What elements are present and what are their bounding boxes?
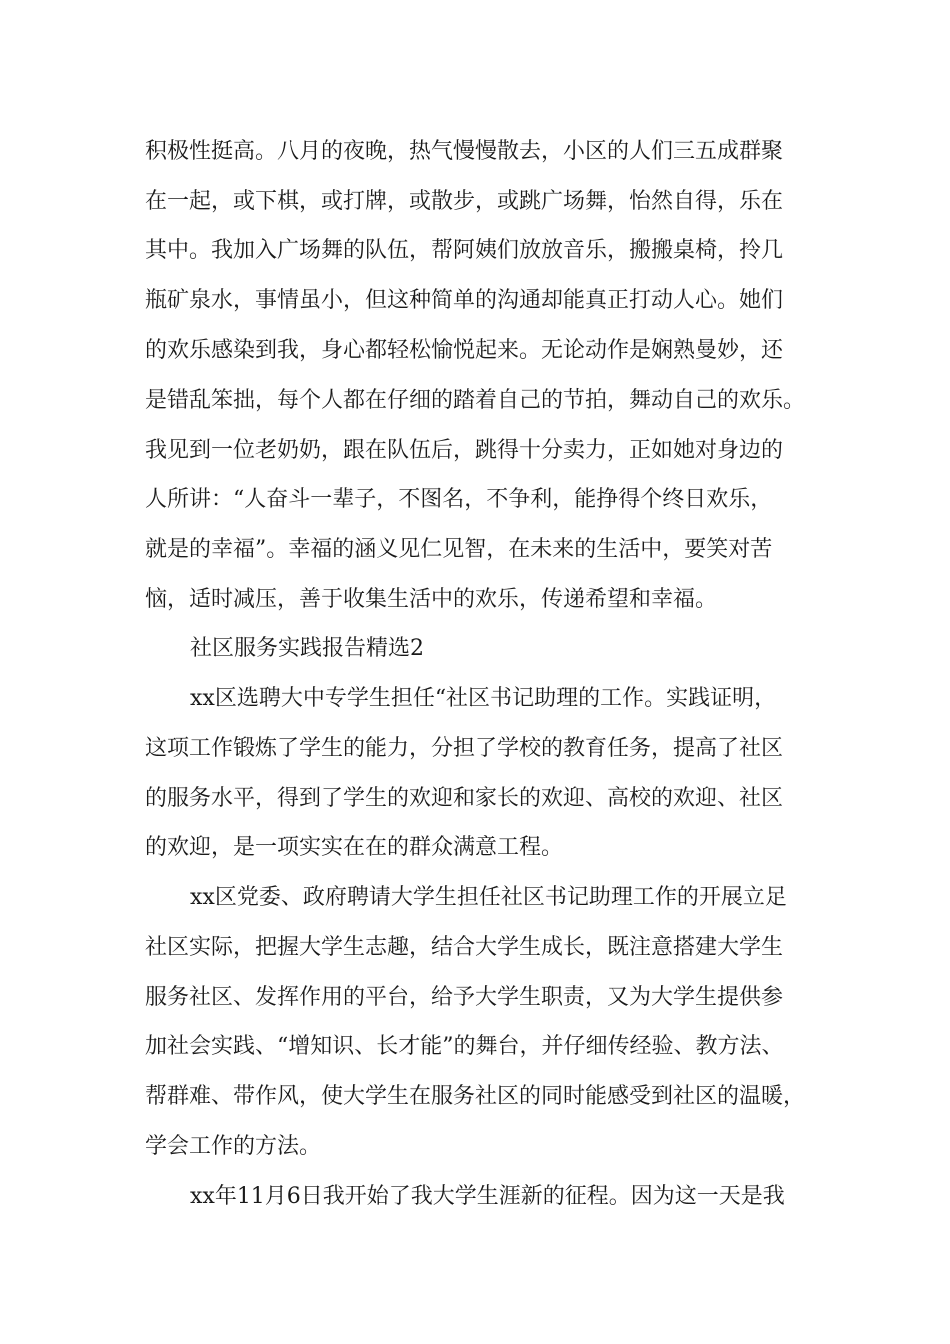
text-line: 加社会实践、“增知识、长才能”的舞台，并仔细传经验、教方法、 (145, 1034, 784, 1059)
text-line: 人所讲：“人奋斗一辈子，不图名，不争利，能挣得个终日欢乐， (145, 487, 773, 512)
paragraph-first-line: xx年11月6日我开始了我大学生涯新的征程。因为这一天是我 (190, 1184, 785, 1209)
paragraph-first-line: xx区党委、政府聘请大学生担任社区书记助理工作的开展立足 (190, 885, 787, 910)
text-line: 瓶矿泉水，事情虽小，但这种简单的沟通却能真正打动人心。她们 (145, 288, 784, 313)
text-line: 其中。我加入广场舞的队伍，帮阿姨们放放音乐，搬搬桌椅，拎几 (145, 238, 784, 263)
text-line: 学会工作的方法。 (145, 1134, 322, 1159)
text-line: 我见到一位老奶奶，跟在队伍后，跳得十分卖力，正如她对身边的 (145, 438, 784, 463)
text-line: 这项工作锻炼了学生的能力，分担了学校的教育任务，提高了社区 (145, 736, 784, 761)
text-line: 在一起，或下棋，或打牌，或散步，或跳广场舞，怡然自得，乐在 (145, 189, 784, 214)
text-line: 恼，适时减压，善于收集生活中的欢乐，传递希望和幸福。 (145, 587, 718, 612)
text-line: 就是的幸福”。幸福的涵义见仁见智，在未来的生活中，要笑对苦 (145, 537, 773, 562)
text-line: 服务社区、发挥作用的平台，给予大学生职责，又为大学生提供参 (145, 985, 784, 1010)
text-line: 的服务水平，得到了学生的欢迎和家长的欢迎、高校的欢迎、社区 (145, 786, 784, 811)
text-line: 积极性挺高。八月的夜晚，热气慢慢散去，小区的人们三五成群聚 (145, 139, 784, 164)
text-line: 的欢迎，是一项实实在在的群众满意工程。 (145, 835, 564, 860)
text-line: 帮群难、带作风，使大学生在服务社区的同时能感受到社区的温暖， (145, 1084, 806, 1109)
text-line: 的欢乐感染到我，身心都轻松愉悦起来。无论动作是娴熟曼妙，还 (145, 338, 784, 363)
text-line: 是错乱笨拙，每个人都在仔细的踏着自己的节拍，舞动自己的欢乐。 (145, 388, 806, 413)
paragraph-first-line: xx区选聘大中专学生担任“社区书记助理的工作。实践证明， (190, 686, 777, 711)
text-line: 社区实际，把握大学生志趣，结合大学生成长，既注意搭建大学生 (145, 935, 784, 960)
section-heading: 社区服务实践报告精选2 (190, 636, 424, 661)
